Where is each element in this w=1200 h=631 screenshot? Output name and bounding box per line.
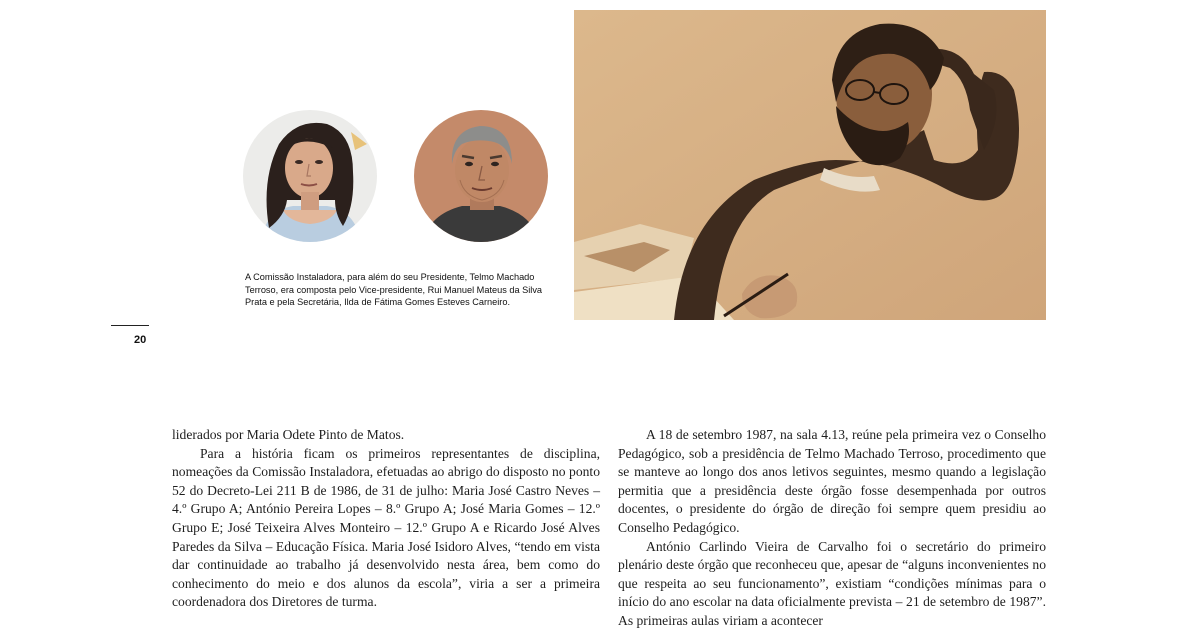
portrait-vice-secretary-woman	[243, 110, 377, 242]
page-number-rule	[111, 325, 149, 326]
paragraph: Para a história ficam os primeiros representantes de disciplina, nomeações da Comissão Instaladora, efetuadas ao abrigo do disposto no ponto 52 do Decreto-Lei 211 B de 1986, de 31 de julho: Maria José Castro Neves – 4.º Grupo A; António Pereira Lopes – 8.º Grupo A; José Maria Gomes – 12.º Grupo E; José Teixeira Alves Monteiro – 12.º Grupo A e Ricardo José Alves Paredes da Silva – Educação Física. Maria José Isidoro Alves, “tendo em vista dar continuidade ao trabalho já desenvolvido nesta área, bem como do conhecimento do meio e dos alunos da escola”, viria a ser a primeira coordenadora dos Diretores de turma.	[172, 445, 600, 610]
body-text-left-column	[172, 426, 600, 612]
photo-caption: A Comissão Instaladora, para além do seu Presidente, Telmo Machado Terroso, era composta pelo Vice-presidente, Rui Manuel Mateus da Silva Prata e pela Secretária, Ilda de Fátima Gomes Esteves Carneiro.	[245, 272, 543, 308]
portrait-vice-president-man	[414, 110, 548, 242]
paragraph: António Carlindo Vieira de Carvalho foi o secretário do primeiro plenário deste órgão que reconheceu que, apesar de “alguns inconvenientes no que respeita ao seu funcionamento”, existiam “condições mínimas para o início do ano escolar na data oficialmente prevista – 21 de setembro de 1987”. As primeiras aulas viriam a acontecer	[618, 538, 1046, 628]
president-photo	[574, 10, 1046, 320]
paragraph: liderados por Maria Odete Pinto de Matos.	[172, 427, 405, 442]
paragraph: A 18 de setembro 1987, na sala 4.13, reúne pela primeira vez o Conselho Pedagógico, sob a presidência de Telmo Machado Terroso, procedimento que se manteve ao longo dos anos letivos seguintes, mesmo quando a legislação permitia que a presidência deste órgão fosse desempenhada por outros docentes, o presidente do órgão de direção foi sempre quem presidiu ao Conselho Pedagógico.	[618, 427, 1046, 535]
body-text-right-column	[618, 426, 1046, 631]
page-number: 20	[134, 334, 147, 346]
